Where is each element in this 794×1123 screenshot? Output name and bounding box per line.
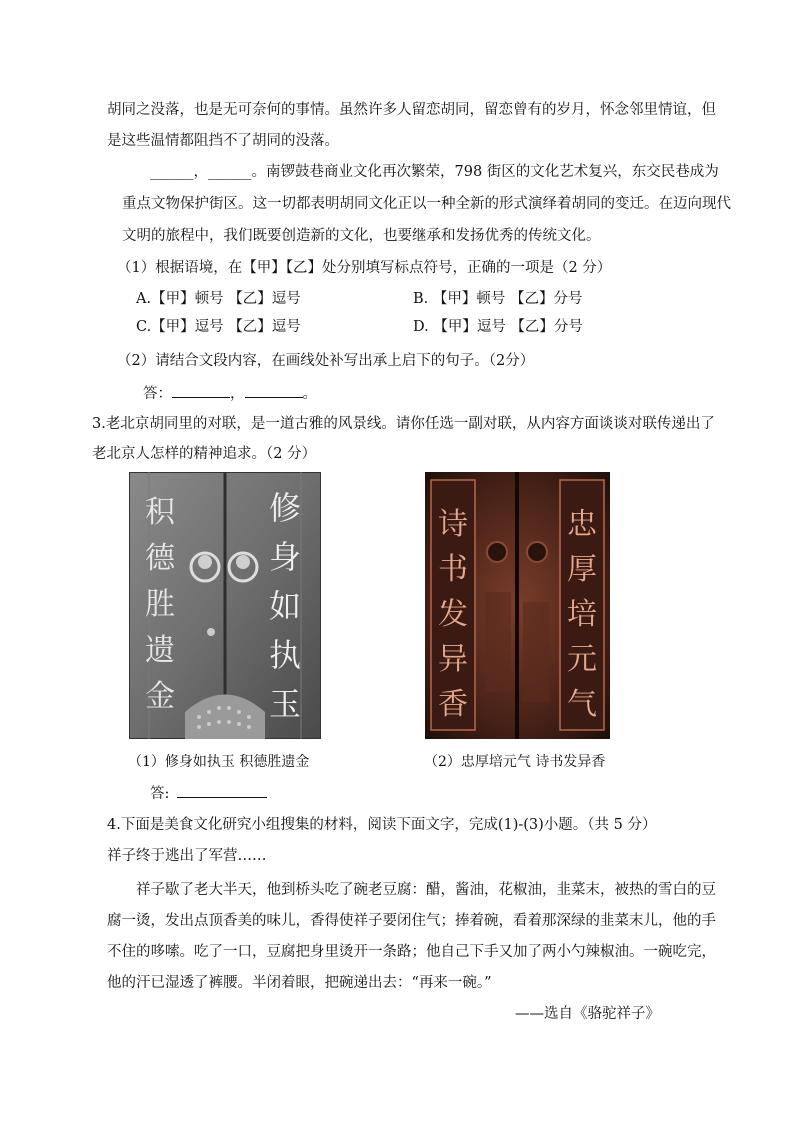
left-couplet-2: 诗书发异香 [438, 507, 468, 722]
paragraph2-line3: 文明的旅程中，我们既要创造新的文化，也要继承和发扬优秀的传统文化。 [122, 228, 601, 244]
answer-prefix: 答： [143, 386, 172, 402]
answer-prefix: 答: [150, 786, 170, 802]
q4-passage-line1: 祥子歇了老大半天，他到桥头吃了碗老豆腐：醋，酱油，花椒油，韭菜末，被热的雪白的豆 [136, 882, 716, 898]
q3-stem-line1: 3.老北京胡同里的对联，是一道古雅的风景线。请你任选一副对联，从内容方面谈谈对联传递出了 [92, 416, 715, 432]
paragraph1-line2: 是这些温情都阻挡不了胡同的没落。 [107, 133, 339, 149]
q4-passage-line4: 他的汗已湿透了裤腰。半闭着眼，把碗递出去：“再来一碗。” [107, 975, 492, 991]
paragraph2-text: 。南锣鼓巷商业文化再次繁荣，798 街区的文化艺术复兴，东交民巷成为 [251, 164, 719, 180]
answer-blank-2[interactable] [245, 383, 303, 398]
q4-source: ——选自《骆驼祥子》 [515, 1006, 660, 1022]
answer-blank-1[interactable] [172, 383, 230, 398]
blank-yi: ______ [208, 164, 252, 180]
paragraph2-line2: 重点文物保护街区。这一切都表明胡同文化正以一种全新的形式演绎着胡同的变迁。在迈向现代 [122, 196, 731, 212]
answer-end: 。 [302, 386, 317, 402]
q1-option-d: D. 【甲】逗号 【乙】分号 [413, 319, 583, 335]
q3-answer-blank[interactable] [177, 783, 267, 798]
right-couplet-1: 修身如执玉 [268, 489, 301, 723]
q2-stem: （2）请结合文段内容，在画线处补写出承上启下的句子。（2分） [117, 353, 535, 369]
door-photo-1 [129, 472, 321, 739]
left-couplet-1: 积德胜遗金 [145, 495, 175, 714]
q1-option-c: C.【甲】逗号 【乙】逗号 [136, 319, 301, 335]
paragraph1-line1: 胡同之没落，也是无可奈何的事情。虽然许多人留恋胡同，留恋曾有的岁月，怀念邻里情谊，但 [107, 102, 716, 118]
q3-answer-line [150, 783, 267, 804]
q1-option-a: A.【甲】顿号 【乙】逗号 [136, 291, 301, 307]
q4-passage-line2: 腐一烫，发出点顶香美的味儿，香得使祥子要闭住气；捧着碗，看着那深绿的韭菜末儿，他的手 [107, 913, 716, 929]
separator: ， [193, 164, 208, 180]
q1-stem: （1）根据语境，在【甲】【乙】处分别填写标点符号，正确的一项是（2 分） [117, 260, 612, 276]
q1-option-b: B. 【甲】顿号 【乙】分号 [413, 291, 583, 307]
q2-answer-line [143, 383, 317, 404]
q4-passage-line3: 不住的哆嗦。吃了一口，豆腐把身里烫开一条路；他自己下手又加了两小勺辣椒油。一碗吃完， [107, 944, 716, 960]
caption-2: （2）忠厚培元气 诗书发异香 [424, 754, 606, 770]
blank-jia: ______ [150, 164, 194, 180]
door-photo-2 [425, 472, 610, 739]
paragraph2-line1 [150, 162, 719, 182]
answer-separator: ， [230, 386, 245, 402]
caption-1: （1）修身如执玉 积德胜遗金 [128, 754, 310, 770]
q3-stem-line2: 老北京人怎样的精神追求。（2 分） [92, 446, 317, 462]
right-couplet-2: 忠厚培元气 [567, 507, 597, 722]
q4-stem: 4.下面是美食文化研究小组搜集的材料，阅读下面文字，完成(1)-(3)小题。（共 5 分） [107, 817, 657, 833]
q4-passage-title: 祥子终于逃出了军营…… [107, 848, 267, 864]
